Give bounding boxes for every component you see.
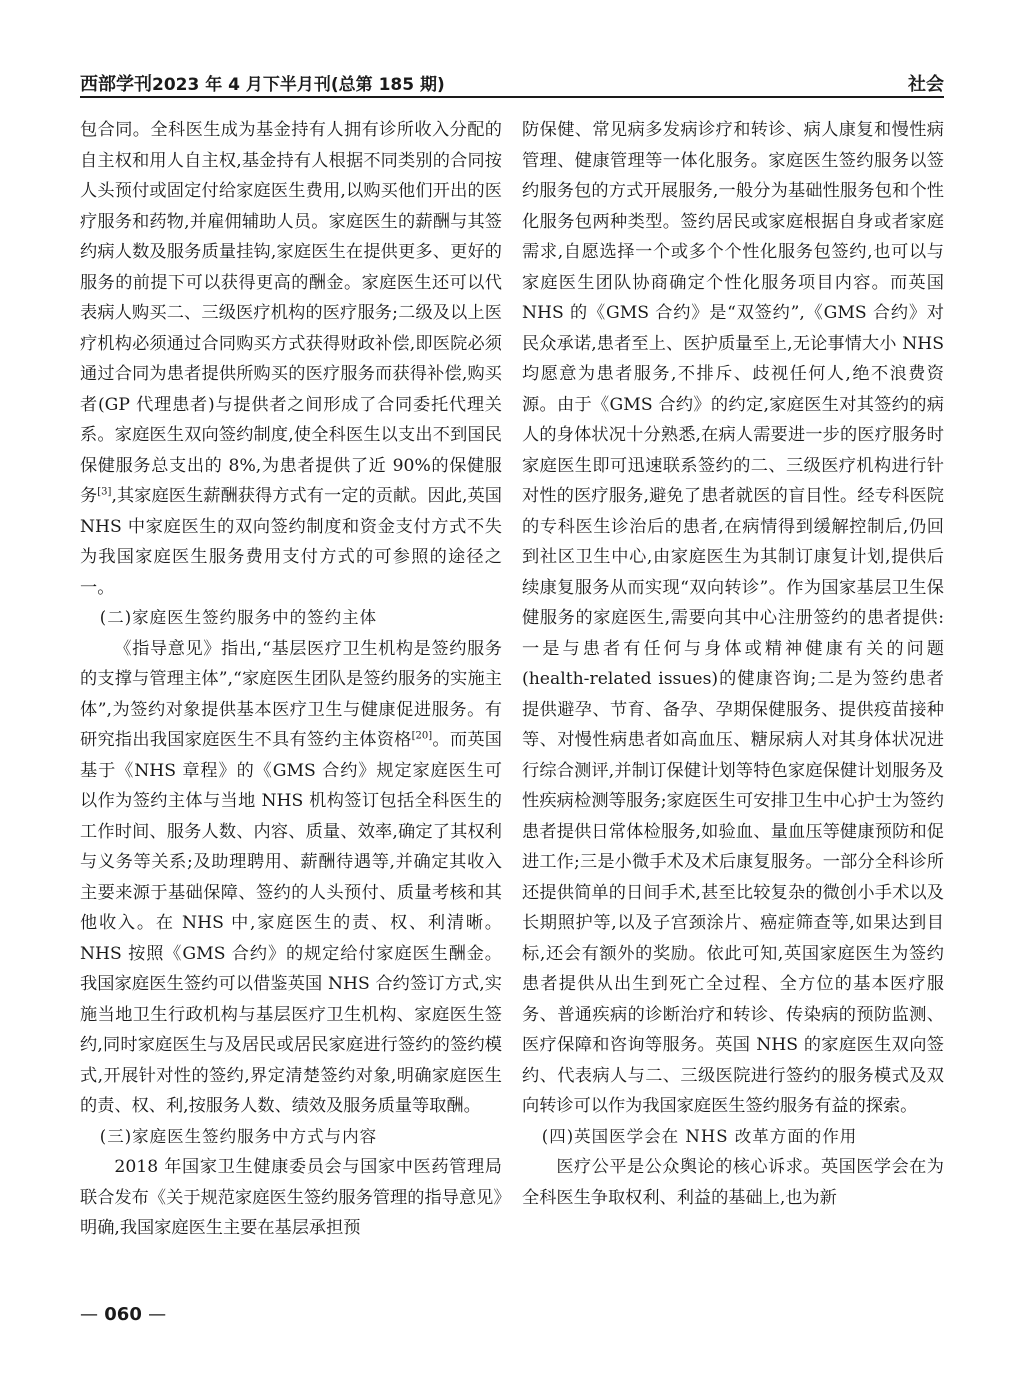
footer-dash: — (148, 1304, 167, 1325)
paragraph: 防保健、常见病多发病诊疗和转诊、病人康复和慢性病管理、健康管理等一体化服务。家庭医生签约服务以签约服务包的方式开展服务,一般分为基础性服务包和个性化服务包两种类型。签约居民或家庭根据自身或者家庭需求,自愿选择一个或多个个性化服务包签约,也可以与家庭医生团队协商确定个性化服务项目内容。而英国 NHS 的《GMS 合约》是“双签约”,《GMS 合约》对民众承诺,患者至上、医护质量至上,无论事情大小 NHS 均愿意为患者服务,不排斥、歧视任何人,绝不浪费资源。由于《GMS 合约》的约定,家庭医生对其签约的病人的身体状况十分熟悉,在病人需要进一步的医疗服务时家庭医生即可迅速联系签约的二、三级医疗机构进行针对性的医疗服务,避免了患者就医的盲目性。经专科医院的专科医生诊治后的患者,在病情得到缓解控制后,仍回到社区卫生中心,由家庭医生为其制订康复计划,提供后续康复服务从而实现“双向转诊”。作为国家基层卫生保健服务的家庭医生,需要向其中心注册签约的患者提供:一是与患者有任何与身体或精神健康有关的问题(health-related issues)的健康咨询;二是为签约患者提供避孕、节育、备孕、孕期保健服务、提供疫苗接种等、对慢性病患者如高血压、糖尿病人对其身体状况进行综合测评,并制订保健计划等特色家庭保健计划服务及性疾病检测等服务;家庭医生可安排卫生中心护士为签约患者提供日常体检服务,如验血、量血压等健康预防和促进工作;三是小微手术及术后康复服务。一部分全科诊所还提供简单的日间手术,甚至比较复杂的微创小手术以及长期照护等,以及子宫颈涂片、癌症筛查等,如果达到目标,还会有额外的奖励。依此可知,英国家庭医生为签约患者提供从出生到死亡全过程、全方位的基本医疗服务、普通疾病的诊断治疗和转诊、传染病的预防监测、医疗保障和咨询等服务。英国 NHS 的家庭医生双向签约、代表病人与二、三级医院进行签约的服务模式及双向转诊可以作为我国家庭医生签约服务有益的探索。 (522, 120, 944, 1116)
right-column (522, 115, 944, 1213)
citation-ref: [20] (411, 730, 433, 742)
paragraph-text: 。而英国基于《NHS 章程》的《GMS 合约》规定家庭医生可以作为签约主体与当地 NHS 机构签订包括全科医生的工作时间、服务人数、内容、质量、效率,确定了其权利与义务等关系;及助理聘用、薪酬待遇等,并确定其收入主要来源于基础保障、签约的人头预付、质量考核和其他收入。在 NHS 中,家庭医生的责、权、利清晰。NHS 按照《GMS 合约》的规定给付家庭医生酬金。我国家庭医生签约可以借鉴英国 NHS 合约签订方式,实施当地卫生行政机构与基层医疗卫生机构、家庭医生签约,同时家庭医生与及居民或居民家庭进行签约的签约模式,开展针对性的签约,界定清楚签约对象,明确家庭医生的责、权、利,按服务人数、绩效及服务质量等取酬。 (80, 730, 502, 1116)
header-rule (80, 96, 944, 98)
paragraph-text: 《指导意见》指出,“基层医疗卫生机构是签约服务的支撑与管理主体”,“家庭医生团队是签约服务的实施主体”,为签约对象提供基本医疗卫生与健康促进服务。有研究指出我国家庭医生不具有签约主体资格 (80, 638, 502, 750)
paragraph (80, 115, 502, 603)
paragraph: 医疗公平是公众舆论的核心诉求。英国医学会在为全科医生争取权利、利益的基础上,也为新 (522, 1157, 944, 1208)
page-footer (80, 1304, 166, 1325)
section-heading: (二)家庭医生签约服务中的签约主体 (99, 608, 378, 627)
footer-dash: — (80, 1304, 98, 1325)
journal-name: 西部学刊 (80, 74, 152, 95)
running-header (80, 66, 944, 98)
left-column (80, 115, 502, 1244)
section-heading: (四)英国医学会在 NHS 改革方面的作用 (541, 1126, 858, 1146)
citation-ref: [3] (97, 486, 112, 498)
page-number: 060 (104, 1304, 142, 1325)
paragraph-text: 包合同。全科医生成为基金持有人拥有诊所收入分配的自主权和用人自主权,基金持有人根据不同类别的合同按人头预付或固定付给家庭医生费用,以购买他们开出的医疗服务和药物,并雇佣辅助人员。家庭医生的薪酬与其签约病人数及服务质量挂钩,家庭医生在提供更多、更好的服务的前提下可以获得更高的酬金。家庭医生还可以代表病人购买二、三级医疗机构的医疗服务;二级及以上医疗机构必须通过合同购买方式获得财政补偿,即医院必须通过合同为患者提供所购买的医疗服务而获得补偿,购买者(GP 代理患者)与提供者之间形成了合同委托代理关系。家庭医生双向签约制度,使全科医生以支出不到国民保健服务总支出的 8%,为患者提供了近 90%的保健服务 (80, 120, 502, 506)
journal-title (80, 70, 445, 96)
paragraph-text: ,其家庭医生薪酬获得方式有一定的贡献。因此,英国 NHS 中家庭医生的双向签约制度和资金支付方式不失为我国家庭医生服务费用支付方式的可参照的途径之一。 (80, 486, 502, 598)
issue-info: 2023 年 4 月下半月刊(总第 185 期) (152, 75, 445, 95)
paragraph: 2018 年国家卫生健康委员会与国家中医药管理局联合发布《关于规范家庭医生签约服务管理的指导意见》明确,我国家庭医生主要在基层承担预 (80, 1157, 502, 1238)
paragraph (80, 634, 502, 1122)
section-heading: (三)家庭医生签约服务中方式与内容 (99, 1126, 378, 1146)
section-label: 社会 (908, 74, 944, 95)
